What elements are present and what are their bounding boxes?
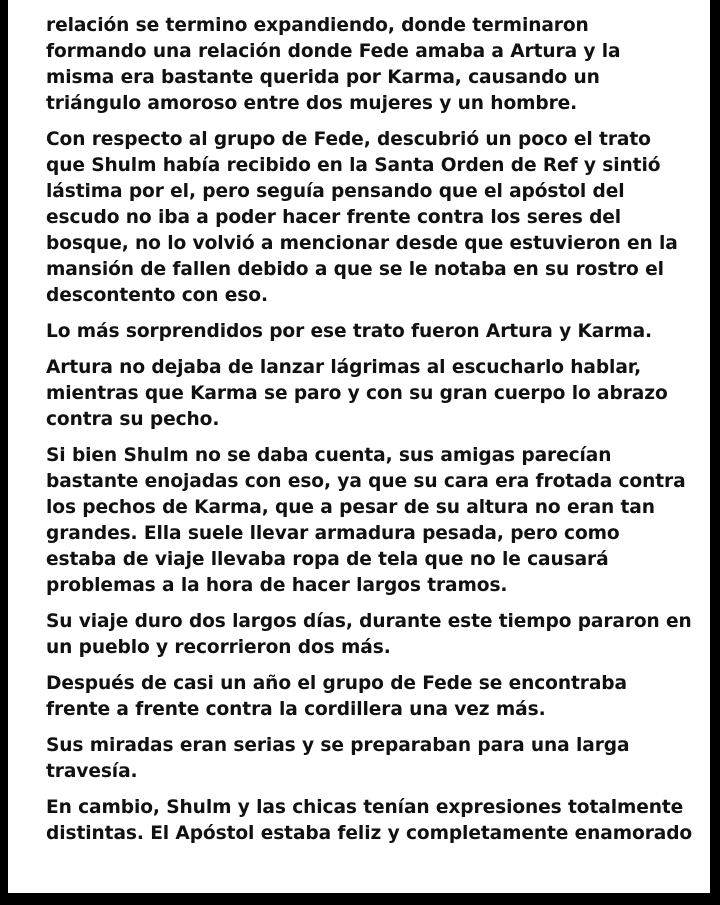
text-line: mientras que Karma se paro y con su gran cuerpo lo abrazo (46, 383, 668, 404)
text-line: un pueblo y recorrieron dos más. (46, 637, 391, 658)
text-line: Con respecto al grupo de Fede, descubrió un poco el trato (46, 129, 651, 150)
paragraph-5 (46, 443, 692, 599)
paragraph-9 (46, 795, 692, 847)
paragraph-2 (46, 127, 692, 309)
text-line: bosque, no lo volvió a mencionar desde que estuvieron en la (46, 233, 678, 254)
document-page (8, 0, 710, 893)
text-line: frente a frente contra la cordillera una vez más. (46, 699, 546, 720)
text-line: bastante enojadas con eso, ya que su cara era frotada contra (46, 471, 686, 492)
text-line: triángulo amoroso entre dos mujeres y un hombre. (46, 93, 578, 114)
text-line: los pechos de Karma, que a pesar de su altura no eran tan (46, 497, 655, 518)
text-line: travesía. (46, 761, 138, 782)
paragraph-8 (46, 733, 692, 785)
text-line: estaba de viaje llevaba ropa de tela que no le causará (46, 549, 609, 570)
text-line: que Shulm había recibido en la Santa Orden de Ref y sintió (46, 155, 661, 176)
text-line: relación se termino expandiendo, donde terminaron (46, 15, 589, 36)
paragraph-4 (46, 355, 692, 433)
text-line: formando una relación donde Fede amaba a Artura y la (46, 41, 621, 62)
text-line: En cambio, Shulm y las chicas tenían expresiones totalmente (46, 797, 684, 818)
text-line: Después de casi un año el grupo de Fede se encontraba (46, 673, 627, 694)
text-line: escudo no iba a poder hacer frente contra los seres del (46, 207, 622, 228)
text-line: mansión de fallen debido a que se le notaba en su rostro el (46, 259, 664, 280)
text-line: Artura no dejaba de lanzar lágrimas al escucharlo hablar, (46, 357, 642, 378)
text-line: Si bien Shulm no se daba cuenta, sus amigas parecían (46, 445, 612, 466)
text-line: problemas a la hora de hacer largos tramos. (46, 575, 508, 596)
text-line: contra su pecho. (46, 409, 220, 430)
text-line: Sus miradas eran serias y se preparaban para una larga (46, 735, 630, 756)
paragraph-1 (46, 13, 692, 117)
text-line: lástima por el, pero seguía pensando que el apóstol del (46, 181, 625, 202)
paragraph-6 (46, 609, 692, 661)
text-line: Lo más sorprendidos por ese trato fueron Artura y Karma. (46, 321, 653, 342)
paragraph-3 (46, 319, 692, 345)
text-line: Su viaje duro dos largos días, durante este tiempo pararon en (46, 611, 692, 632)
text-line: grandes. Ella suele llevar armadura pesada, pero como (46, 523, 620, 544)
paragraph-7 (46, 671, 692, 723)
text-line: misma era bastante querida por Karma, causando un (46, 67, 600, 88)
text-line: descontento con eso. (46, 285, 268, 306)
text-line: distintas. El Apóstol estaba feliz y completamente enamorado (46, 823, 693, 844)
